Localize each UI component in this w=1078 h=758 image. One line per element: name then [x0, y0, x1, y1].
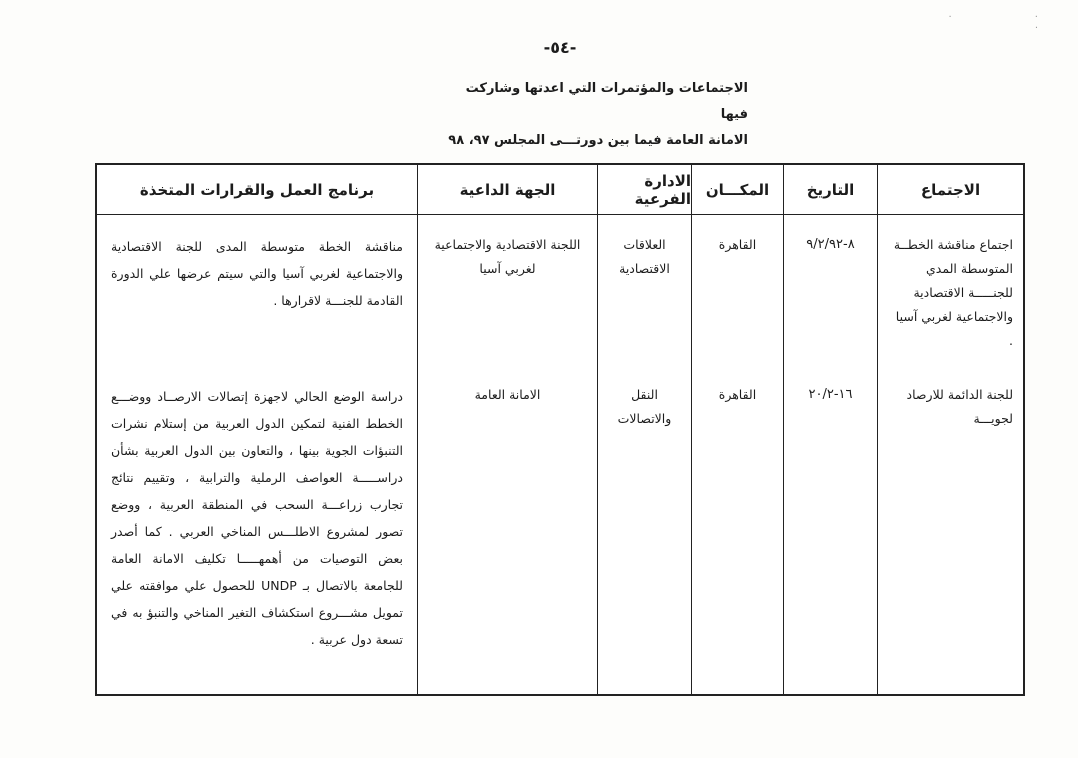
column-header-meeting: الاجتماع [920, 180, 981, 199]
meeting-date-row1: ٨-٩/٢/٩٢ [806, 237, 855, 252]
column-header-program: برنامج العمل والقرارات المتخذة [97, 165, 418, 214]
header-title-line1: الاجتماعات والمؤتمرات التي اعدتها وشاركت فيها [465, 81, 748, 122]
column-header-inviting-body: الجهة الداعية [418, 165, 598, 214]
table-header-row [97, 165, 1023, 215]
column-header-place: المكـــان [692, 165, 784, 214]
document-header [448, 76, 748, 154]
column-date [784, 215, 878, 694]
inviting-body-row1: اللجنة الاقتصادية والاجتماعية لغربي آسيا [434, 237, 581, 276]
column-sub-department [598, 215, 692, 694]
column-header-date: التاريخ [784, 165, 878, 214]
program-text-row1: مناقشة الخطة متوسطة المدى للجنة الاقتصادية والاجتماعية لغربي آسيا والتي سيتم عرضها علي الدورة القادمة للجنـــة لاقرارها . [111, 239, 403, 308]
column-meeting [878, 215, 1023, 694]
sub-department-row1: العلاقات الاقتصادية [619, 237, 670, 276]
meetings-table [95, 163, 1025, 696]
column-inviting-body [418, 215, 598, 694]
meeting-name-row1: اجتماع مناقشة الخطــة المتوسطة المدي للجنـــــة الاقتصادية والاجتماعية لغربي آسيا . [893, 237, 1013, 348]
meeting-date-row2: ١٦-٢٠/٢ [808, 387, 853, 402]
column-header-sub-department: الادارة الفرعية [598, 165, 692, 214]
meeting-place-row1: القاهرة [718, 237, 757, 252]
meeting-name-row2: للجنة الدائمة للارصاد لجويـــة [906, 387, 1013, 426]
header-title-line2: الامانة العامة فيما بين دورتـــى المجلس ٩٧، ٩٨ [448, 133, 748, 148]
program-text-row2: دراسة الوضع الحالي لاجهزة إتصالات الارصــاد ووضـــع الخطط الفنية لتمكين الدول العربية من إستلام نشرات التنبؤات الجوية بينها ، والتعاون بين الدول العربية بشأن دراســـــة العواصف الرملية والترابية ، وتقييم نتائج تجارب زراعـــة السحب في المنطقة العربية ، ووضع تصور لمشروع الاطلـــس المناخي العربي . كما أصدر بعض التوصيات من أهمهـــــا تكليف الامانة العامة للجامعة بالاتصال بـ UNDP للحصول علي موافقته علي تمويل مشـــروع استكشاف التغير المناخي والتنبؤ به في تسعة دول عربية . [111, 389, 403, 647]
sub-department-row2: النقل والاتصالات [617, 387, 672, 426]
page-number: -٥٤- [543, 38, 577, 57]
scan-artifact-dots: · · · [948, 12, 1078, 34]
column-program [97, 215, 418, 694]
inviting-body-row2: الامانة العامة [474, 387, 541, 402]
table-body [97, 215, 1023, 694]
meeting-place-row2: القاهرة [718, 387, 757, 402]
column-place [692, 215, 784, 694]
